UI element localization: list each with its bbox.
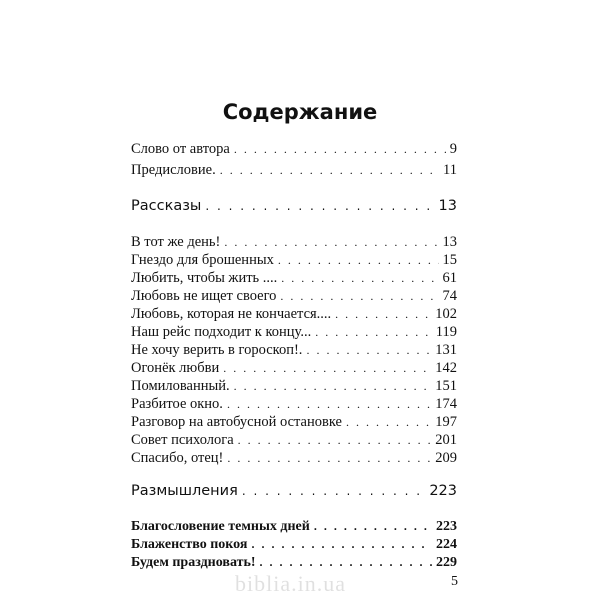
toc-leader-dots [281, 271, 438, 286]
toc-leader-dots [234, 379, 432, 394]
toc-entry [131, 519, 457, 535]
toc-leader-dots [346, 415, 431, 430]
toc-entry [131, 360, 457, 377]
toc-entry [131, 141, 457, 158]
toc-leader-dots [280, 289, 438, 304]
toc-entry-page: 224 [436, 537, 457, 552]
toc-entry-page: 13 [438, 198, 457, 214]
toc-entry-title: Любить, чтобы жить .... [131, 270, 278, 286]
toc-entry-page: 201 [435, 432, 457, 448]
toc-entry-title: Помилованный. [131, 378, 230, 394]
toc-entry-title: Гнездо для брошенных [131, 252, 274, 268]
toc-entry [131, 324, 457, 341]
toc-section-heading [131, 198, 457, 214]
toc-entry [131, 537, 457, 553]
toc-entry-page: 119 [435, 324, 457, 340]
toc-leader-dots [242, 484, 426, 498]
watermark-text: biblia.in.ua [235, 571, 346, 596]
toc-entry [131, 234, 457, 251]
toc-entry-page: 223 [436, 519, 457, 534]
toc-entry-title: Совет психолога [131, 432, 234, 448]
toc-entry [131, 414, 457, 431]
toc-entry-page: 223 [429, 483, 457, 499]
toc-entry-title: Огонёк любви [131, 360, 220, 376]
toc-entry-page: 229 [436, 555, 457, 570]
toc-entry-title: Будем праздновать! [131, 555, 256, 570]
toc-entry [131, 450, 457, 467]
toc-entry [131, 270, 457, 287]
toc-leader-dots [315, 325, 432, 340]
toc-entry-title: Блаженство покоя [131, 537, 248, 552]
toc-leader-dots [335, 307, 431, 322]
toc-entry-page: 9 [449, 141, 457, 157]
toc-entry-page: 13 [442, 234, 457, 250]
toc-entry-title: Не хочу верить в гороскоп!. [131, 342, 303, 358]
toc-entry [131, 306, 457, 323]
toc-entry [131, 378, 457, 395]
toc-section-heading [131, 483, 457, 499]
toc-entry-page: 209 [435, 450, 457, 466]
toc-leader-dots [238, 433, 432, 448]
toc-entry [131, 342, 457, 359]
toc-leader-dots [251, 537, 432, 552]
toc-entry-title: Любовь не ищет своего [131, 288, 277, 304]
toc-entry-title: Благословение темных дней [131, 519, 310, 534]
toc-leader-dots [227, 451, 431, 466]
toc-entry-title: Предисловие. [131, 162, 216, 178]
toc-entry-page: 11 [443, 162, 457, 178]
toc-entry-title: Рассказы [131, 198, 202, 214]
toc-entry [131, 432, 457, 449]
page-title: Содержание [222, 100, 378, 124]
toc-leader-dots [234, 142, 446, 157]
toc-entry [131, 252, 457, 269]
toc-leader-dots [223, 361, 431, 376]
toc-entry-title: Любовь, которая не кончается.... [131, 306, 332, 322]
toc-entry-page: 131 [435, 342, 457, 358]
toc-leader-dots [314, 519, 432, 534]
toc-entry-title: Разговор на автобусной остановке [131, 414, 342, 430]
toc-entry-title: Слово от автора [131, 141, 230, 157]
toc-entry-title: Наш рейс подходит к концу... [131, 324, 312, 340]
toc-entry-title: Разбитое окно. [131, 396, 223, 412]
toc-entry-page: 74 [442, 288, 457, 304]
toc-entry-page: 61 [442, 270, 457, 286]
toc-leader-dots [306, 343, 431, 358]
toc-leader-dots [224, 235, 438, 250]
toc-leader-dots [227, 397, 431, 412]
toc-leader-dots [278, 253, 439, 268]
toc-entry [131, 396, 457, 413]
toc-leader-dots [220, 163, 439, 178]
toc-leader-dots [260, 555, 432, 570]
toc-entry-page: 102 [435, 306, 457, 322]
toc-entry-title: В тот же день! [131, 234, 221, 250]
toc-entry-title: Размышления [131, 483, 238, 499]
toc-entry-title: Спасибо, отец! [131, 450, 224, 466]
toc-entry-page: 151 [435, 378, 457, 394]
toc-entry-page: 174 [435, 396, 457, 412]
toc-leader-dots [205, 199, 434, 213]
toc-entry-page: 142 [435, 360, 457, 376]
toc-entry [131, 162, 457, 179]
page-number: 5 [451, 574, 458, 589]
toc-entry [131, 288, 457, 305]
toc-entry-page: 15 [442, 252, 457, 268]
toc-entry [131, 555, 457, 571]
toc-entry-page: 197 [435, 414, 457, 430]
